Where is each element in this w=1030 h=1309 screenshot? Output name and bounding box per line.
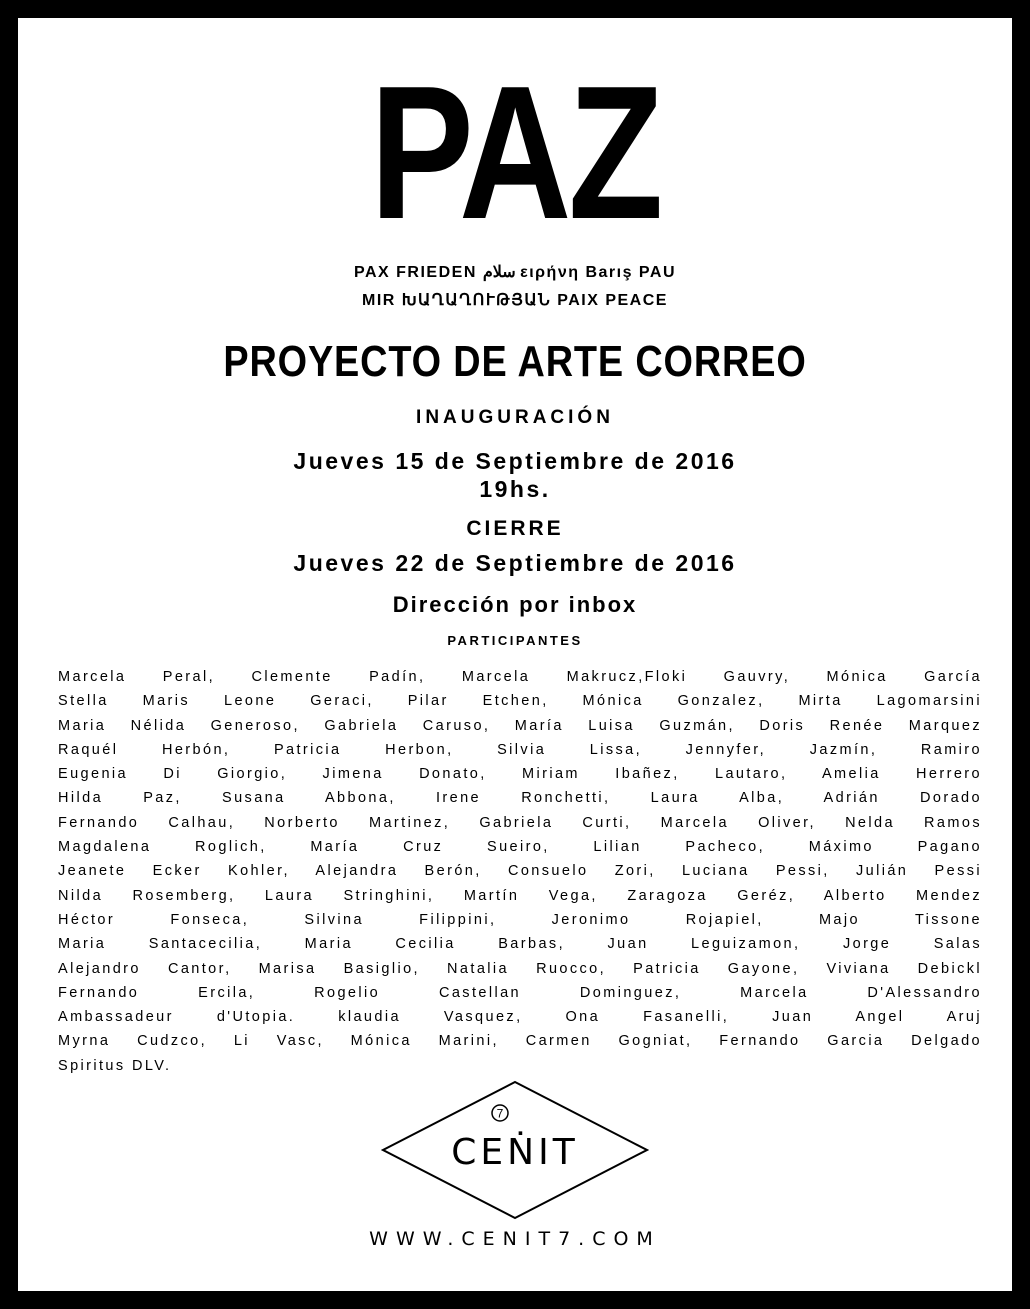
translations-line-1: PAX FRIEDEN سلام ειρήνη Barış PAU xyxy=(353,264,677,281)
translations-line-2: MIR ԽԱՂԱՂՈՒԹՅԱՆ PAIX PEACE xyxy=(362,292,668,309)
closing-label: CIERRE xyxy=(466,517,564,540)
participants-line: Spiritus DLV. xyxy=(58,1057,172,1074)
participants-line: Magdalena Roglich, María Cruz Sueiro, Lilian Pacheco, Máximo Pagano xyxy=(58,839,982,856)
participants-line: Alejandro Cantor, Marisa Basiglio, Natalia Ruocco, Patricia Gayone, Viviana Debickl xyxy=(58,960,982,977)
participants-line: Stella Maris Leone Geraci, Pilar Etchen, Mónica Gonzalez, Mirta Lagomarsini xyxy=(58,693,982,710)
closing-date: Jueves 22 de Septiembre de 2016 xyxy=(293,550,737,576)
participants-line: Raquél Herbón, Patricia Herbon, Silvia Lissa, Jennyfer, Jazmín, Ramiro xyxy=(58,741,982,758)
participants-list xyxy=(58,665,982,1078)
participants-line: Eugenia Di Giorgio, Jimena Donato, Miriam Ibañez, Lautaro, Amelia Herrero xyxy=(58,766,982,783)
address-note: Dirección por inbox xyxy=(392,592,638,617)
logo-wordmark: CEṄIT xyxy=(451,1132,579,1173)
participants-line: Fernando Calhau, Norberto Martinez, Gabriela Curti, Marcela Oliver, Nelda Ramos xyxy=(58,814,982,831)
opening-time: 19hs. xyxy=(479,476,551,502)
project-heading: PROYECTO DE ARTE CORREO xyxy=(223,337,807,386)
participants-line: Fernando Ercila, Rogelio Castellan Dominguez, Marcela D'Alessandro xyxy=(58,984,982,1001)
participants-line: Maria Nélida Generoso, Gabriela Caruso, María Luisa Guzmán, Doris Renée Marquez xyxy=(58,717,982,734)
opening-date: Jueves 15 de Septiembre de 2016 xyxy=(293,448,737,474)
logo-number: 7 xyxy=(496,1106,504,1121)
participants-line: Marcela Peral, Clemente Padín, Marcela Makrucz,Floki Gauvry, Mónica García xyxy=(58,669,982,685)
poster-title: PAZ xyxy=(369,47,661,259)
participants-line: Ambassadeur d'Utopia. klaudia Vasquez, Ona Fasanelli, Juan Angel Aruj xyxy=(58,1009,982,1026)
participants-heading: PARTICIPANTES xyxy=(447,633,583,648)
cenit7-logo xyxy=(381,1080,649,1220)
participants-line: Hilda Paz, Susana Abbona, Irene Ronchetti, Laura Alba, Adrián Dorado xyxy=(58,790,982,807)
participants-line: Myrna Cudzco, Li Vasc, Mónica Marini, Carmen Gogniat, Fernando Garcia Delgado xyxy=(58,1033,982,1050)
participants-line: Jeanete Ecker Kohler, Alejandra Berón, Consuelo Zori, Luciana Pessi, Julián Pessi xyxy=(58,863,982,880)
opening-label: INAUGURACIÓN xyxy=(416,407,614,428)
participants-line: Héctor Fonseca, Silvina Filippini, Jeronimo Rojapiel, Majo Tissone xyxy=(58,911,982,928)
participants-line: Nilda Rosemberg, Laura Stringhini, Martín Vega, Zaragoza Geréz, Alberto Mendez xyxy=(58,887,982,904)
poster xyxy=(18,18,1012,1291)
website-url: WWW.CENIT7.COM xyxy=(369,1228,661,1250)
participants-line: Maria Santacecilia, Maria Cecilia Barbas, Juan Leguizamon, Jorge Salas xyxy=(58,936,982,953)
